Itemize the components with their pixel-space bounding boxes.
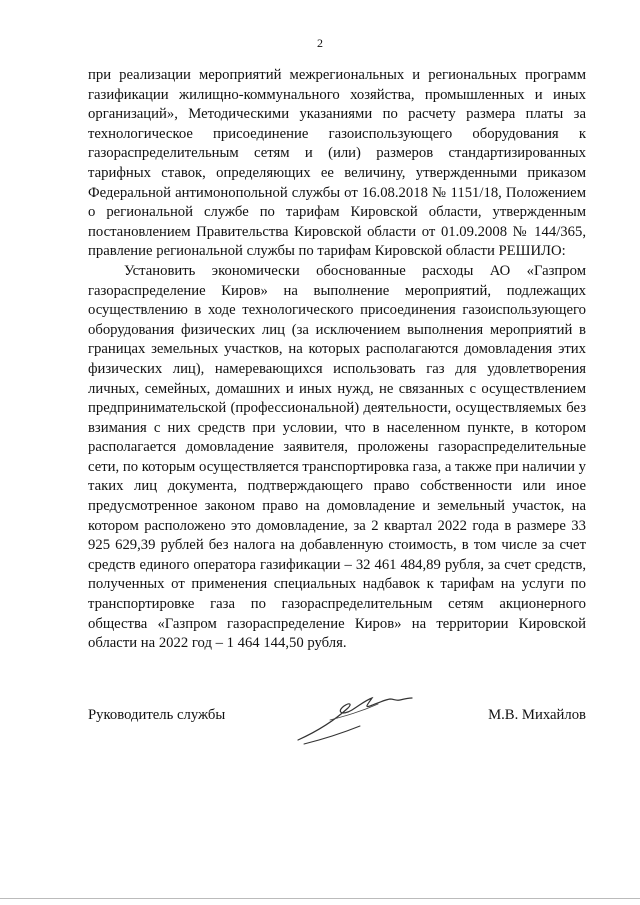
bottom-rule [0,898,640,899]
handwritten-signature [290,690,420,746]
signer-title: Руководитель службы [88,707,226,723]
signer-name: М.В. Михайлов [488,707,586,723]
paragraph-decision: Установить экономически обоснованные расходы АО «Газпром газораспределение Киров» на выполнение мероприятий, подлежащих осуществлению в ходе технологического присоединения газоиспользующего оборудования физических лиц (за исключением выполнения мероприятий в границах земельных участков, на которых располагаются домовладения этих физических лиц), намеревающихся использовать газ для удовлетворения личных, семейных, домашних и иных нужд, не связанных с осуществлением предпринимательской (профессиональной) деятельности, осуществляемых без взимания с них средств при условии, что в населенном пункте, в котором располагается домовладение заявителя, проложены газораспределительные сети, по которым осуществляется транспортировка газа, а также при наличии у таких лиц документа, подтверждающего право собственности или иное предусмотренное законом право на домовладение и земельный участок, на котором расположено это домовладение, за 2 квартал 2022 года в размере 33 925 629,39 рублей без налога на добавленную стоимость, в том числе за счет средств единого оператора газификации – 32 461 484,89 рубля, за счет средств, полученных от применения специальных надбавок к тарифам на услуги по транспортировке газа по газораспределительным сетям акционерного общества «Газпром газораспределение Киров» на территории Кировской области на 2022 год – 1 464 144,50 рубля. [88,262,586,652]
paragraph-preamble: при реализации мероприятий межрегиональных и региональных программ газификации жилищно-коммунального хозяйства, промышленных и иных организаций», Методическими указаниями по расчету размера платы за технологическое присоединение газоиспользующего оборудования к газораспределительным сетям и (или) размеров стандартизированных тарифных ставок, определяющих ее величину, утвержденными приказом Федеральной антимонопольной службы от 16.08.2018 № 1151/18, Положением о региональной службе по тарифам Кировской области, утвержденным постановлением Правительства Кировской области от 01.09.2008 № 144/365, правление региональной службы по тарифам Кировской области РЕШИЛО: [88,67,586,260]
page-number: 2 [317,36,323,50]
document-body [88,66,586,654]
